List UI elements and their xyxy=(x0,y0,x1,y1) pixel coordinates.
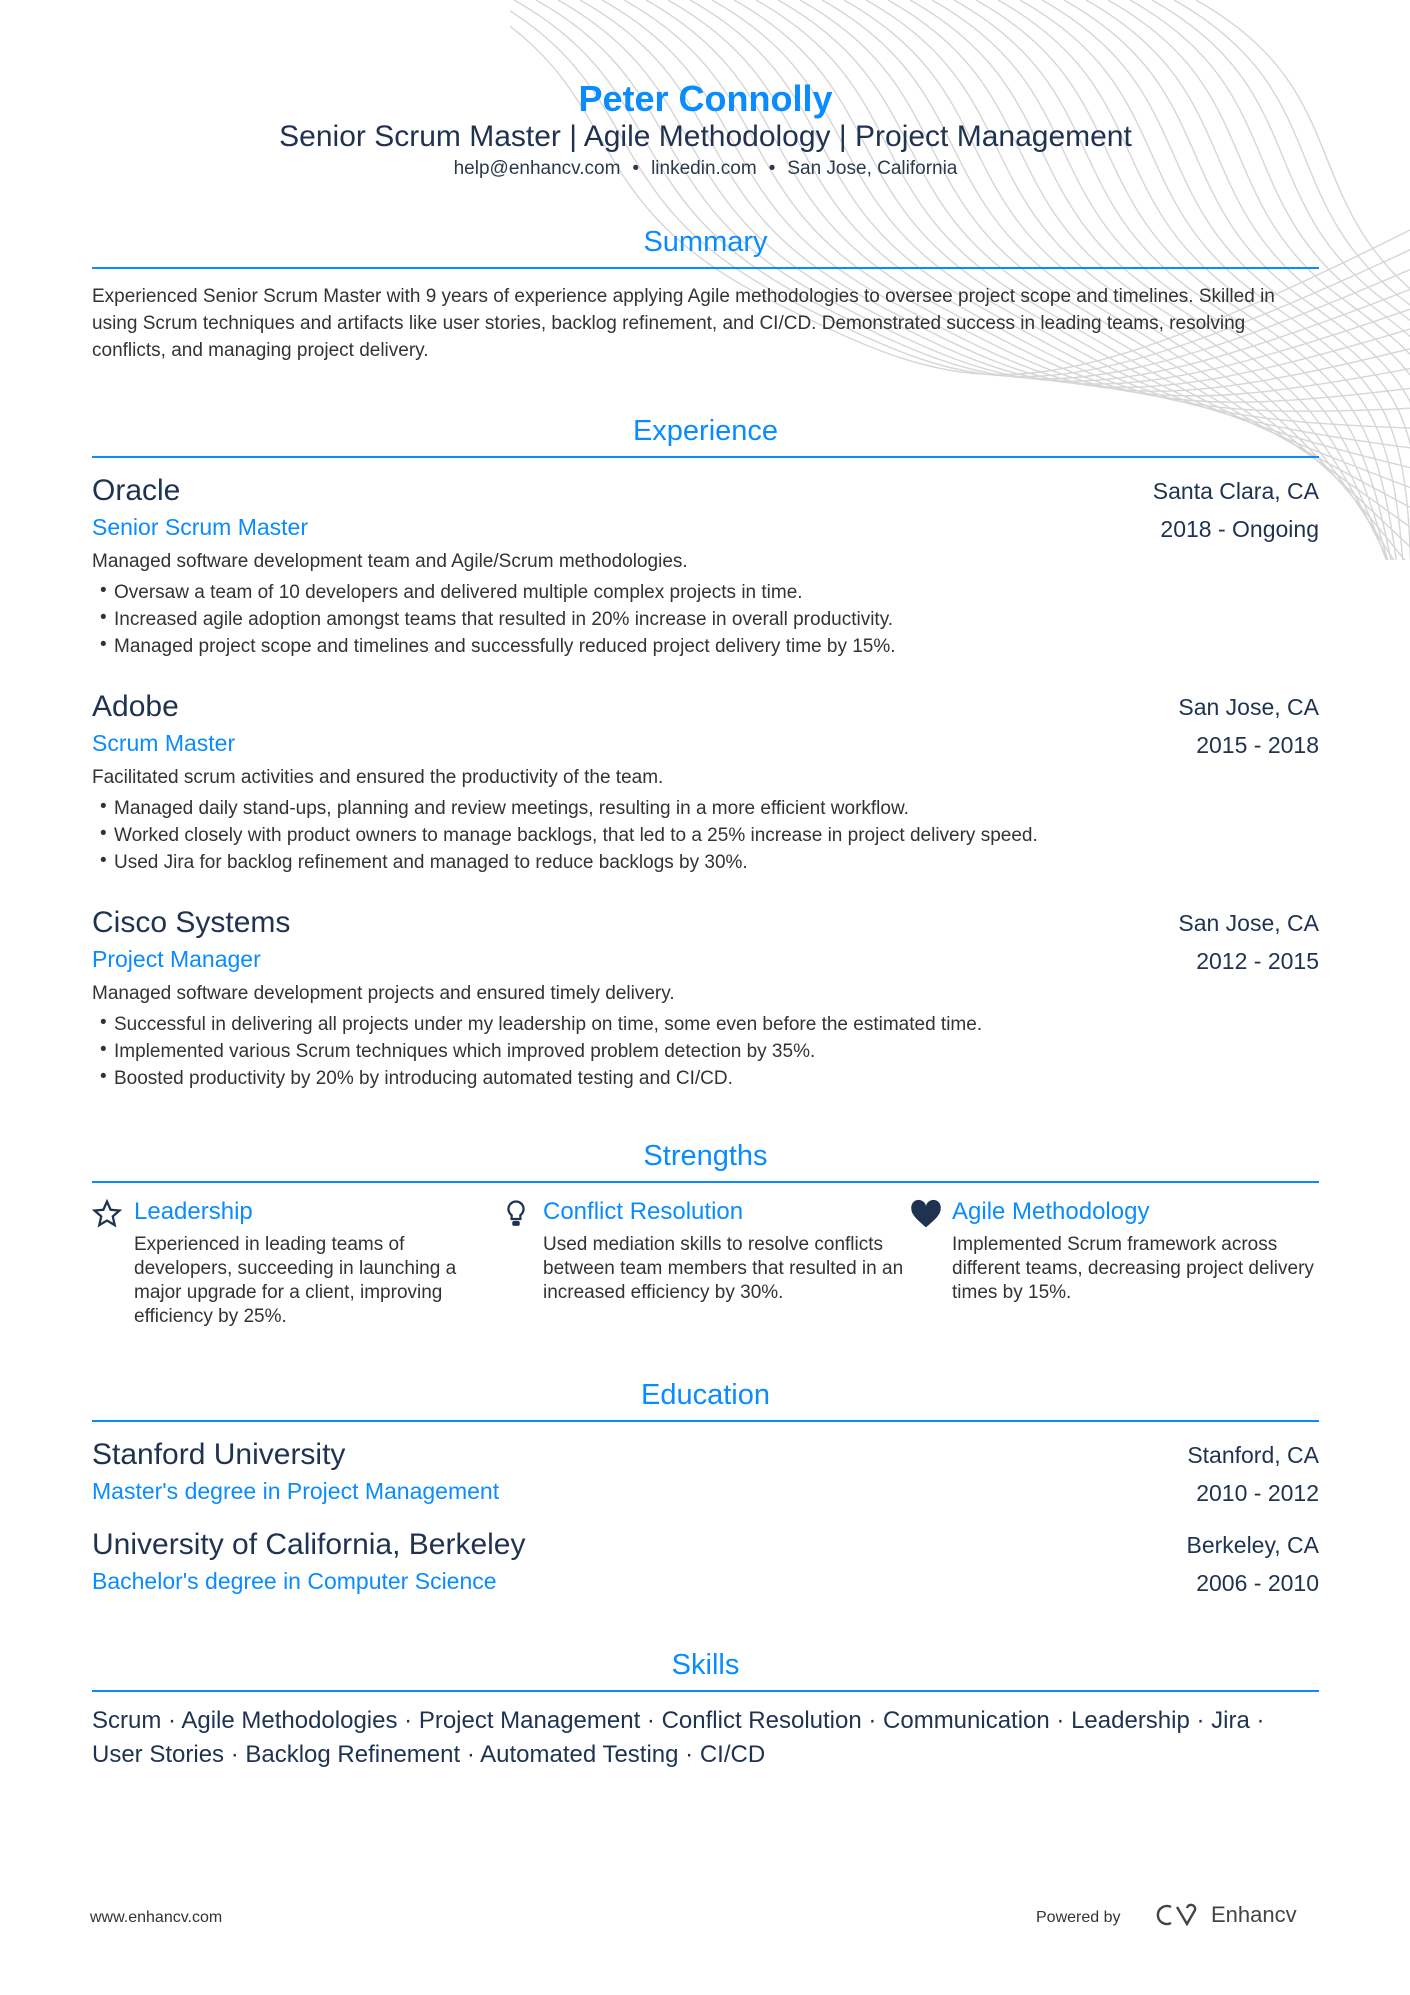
section-heading: Skills xyxy=(92,1649,1319,1692)
strength-description: Implemented Scrum framework across different teams, decreasing project delivery times by 15%. xyxy=(952,1234,1314,1303)
separator: • xyxy=(632,158,640,179)
strength-item xyxy=(501,1195,910,1329)
school-name: University of California, Berkeley xyxy=(92,1528,526,1561)
candidate-title: Senior Scrum Master | Agile Methodology | Project Management xyxy=(279,120,1132,153)
achievement-bullet: • Oversaw a team of 10 developers and delivered multiple complex projects in time. xyxy=(92,579,1319,606)
summary-section xyxy=(92,226,1319,364)
section-heading: Summary xyxy=(92,226,1319,269)
job-location: San Jose, CA xyxy=(1178,694,1319,720)
school-location: Stanford, CA xyxy=(1187,1442,1319,1468)
achievement-list xyxy=(92,1011,1319,1092)
job-dates: 2018 - Ongoing xyxy=(1160,516,1319,542)
footer-website[interactable]: www.enhancv.com xyxy=(90,1909,223,1926)
candidate-name: Peter Connolly xyxy=(578,78,833,119)
company-name: Adobe xyxy=(92,690,179,723)
job-description: Managed software development projects and ensured timely delivery. xyxy=(92,983,675,1004)
email-link[interactable]: help@enhancv.com xyxy=(453,158,621,179)
job-location: San Jose, CA xyxy=(1178,910,1319,936)
skills-section xyxy=(92,1649,1319,1772)
education-section xyxy=(92,1379,1319,1598)
strength-title: Leadership xyxy=(134,1198,253,1225)
job-description: Facilitated scrum activities and ensured the productivity of the team. xyxy=(92,767,664,788)
star-icon xyxy=(92,1195,134,1329)
company-name: Cisco Systems xyxy=(92,906,291,939)
contact-line xyxy=(92,158,1319,180)
company-name: Oracle xyxy=(92,474,181,507)
experience-section xyxy=(92,415,1319,1092)
experience-entry xyxy=(92,688,1319,876)
strength-title: Conflict Resolution xyxy=(543,1198,744,1225)
strength-item xyxy=(910,1195,1319,1329)
strength-description: Experienced in leading teams of developers, succeeding in launching a major upgrade for a client, improving efficiency by 25%. xyxy=(134,1234,457,1327)
enhancv-logo-icon xyxy=(1155,1902,1203,1928)
section-heading: Strengths xyxy=(92,1140,1319,1183)
study-dates: 2006 - 2010 xyxy=(1196,1570,1319,1596)
school-location: Berkeley, CA xyxy=(1186,1532,1319,1558)
skills-list: Scrum · Agile Methodologies · Project Management · Conflict Resolution · Communication · Leadership · Jira · User Stories · Backlog Refinement · Automated Testing · CI/CD xyxy=(92,1707,1265,1768)
job-description: Managed software development team and Agile/Scrum methodologies. xyxy=(92,551,688,572)
job-title: Senior Scrum Master xyxy=(92,514,309,540)
separator: • xyxy=(768,158,776,179)
job-location: Santa Clara, CA xyxy=(1152,478,1319,504)
strengths-section xyxy=(92,1140,1319,1329)
education-entry xyxy=(92,1526,1319,1598)
strength-description: Used mediation skills to resolve conflicts between team members that resulted in an increased efficiency by 30%. xyxy=(543,1234,904,1303)
section-heading: Experience xyxy=(92,415,1319,458)
job-title: Project Manager xyxy=(92,946,261,972)
lightbulb-icon xyxy=(501,1195,543,1329)
achievement-bullet: • Worked closely with product owners to manage backlogs, that led to a 25% increase in project delivery speed. xyxy=(92,822,1319,849)
achievement-bullet: • Managed daily stand-ups, planning and review meetings, resulting in a more efficient workflow. xyxy=(92,795,1319,822)
location: San Jose, California xyxy=(787,158,958,179)
linkedin-link[interactable]: linkedin.com xyxy=(651,158,757,179)
summary-text: Experienced Senior Scrum Master with 9 years of experience applying Agile methodologies to oversee project scope and timelines. Skilled in using Scrum techniques and artifacts like user stories, backlog refinement, and CI/CD. Demonstrated success in leading teams, resolving conflicts, and managing project delivery. xyxy=(92,286,1275,361)
job-dates: 2015 - 2018 xyxy=(1196,732,1319,758)
achievement-list xyxy=(92,795,1319,876)
degree: Bachelor's degree in Computer Science xyxy=(92,1568,497,1594)
brand-name: Enhancv xyxy=(1211,1902,1297,1927)
achievement-bullet: • Boosted productivity by 20% by introducing automated testing and CI/CD. xyxy=(92,1065,1319,1092)
education-entry xyxy=(92,1436,1319,1508)
experience-entry xyxy=(92,904,1319,1092)
achievement-bullet: • Used Jira for backlog refinement and managed to reduce backlogs by 30%. xyxy=(92,849,1319,876)
job-dates: 2012 - 2015 xyxy=(1196,948,1319,974)
achievement-bullet: • Managed project scope and timelines and successfully reduced project delivery time by 15%. xyxy=(92,633,1319,660)
achievement-bullet: • Successful in delivering all projects under my leadership on time, some even before the estimated time. xyxy=(92,1011,1319,1038)
experience-entry xyxy=(92,472,1319,660)
school-name: Stanford University xyxy=(92,1438,346,1471)
achievement-bullet: • Implemented various Scrum techniques which improved problem detection by 35%. xyxy=(92,1038,1319,1065)
section-heading: Education xyxy=(92,1379,1319,1422)
degree: Master's degree in Project Management xyxy=(92,1478,500,1504)
achievement-list xyxy=(92,579,1319,660)
job-title: Scrum Master xyxy=(92,730,236,756)
footer-powered-by: Powered by xyxy=(1036,1909,1121,1926)
enhancv-logo xyxy=(1155,1902,1297,1928)
achievement-bullet: • Increased agile adoption amongst teams that resulted in 20% increase in overall productivity. xyxy=(92,606,1319,633)
study-dates: 2010 - 2012 xyxy=(1196,1480,1319,1506)
strength-title: Agile Methodology xyxy=(952,1198,1150,1225)
heart-icon xyxy=(910,1195,952,1329)
strength-item xyxy=(92,1195,501,1329)
